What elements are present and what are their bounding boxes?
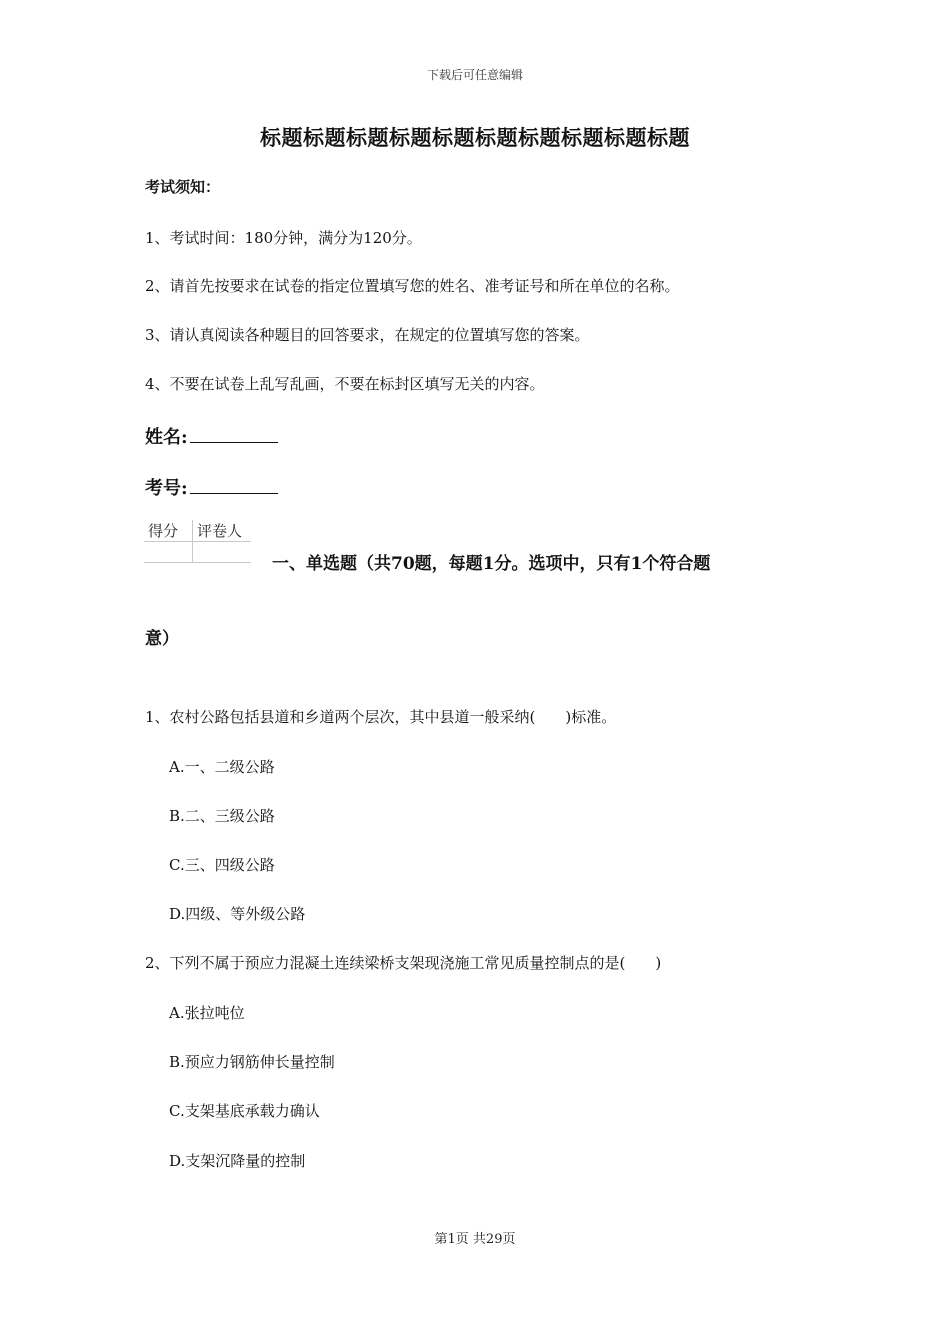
notice-heading: 考试须知： [145,178,221,196]
grader-cell[interactable] [193,542,252,563]
notice-rule-2: 2、请首先按要求在试卷的指定位置填写您的姓名、准考证号和所在单位的名称。 [145,277,680,295]
question-2-option-b: B.预应力钢筋伸长量控制 [169,1053,335,1071]
question-1-option-d: D.四级、等外级公路 [169,905,306,923]
exam-id-label: 考号: [145,478,188,499]
question-1-option-b: B.二、三级公路 [169,807,275,825]
page-header: 下载后可任意编辑 [426,68,523,82]
score-table [144,520,251,563]
name-label: 姓名: [145,427,188,448]
question-1-option-c: C.三、四级公路 [169,856,275,874]
question-2-option-a: A.张拉吨位 [169,1004,245,1022]
notice-rule-3: 3、请认真阅读各种题目的回答要求，在规定的位置填写您的答案。 [145,326,590,344]
question-2-option-c: C.支架基底承载力确认 [169,1102,320,1120]
notice-rule-1: 1、考试时间：180分钟，满分为120分。 [145,229,422,247]
exam-id-blank[interactable] [190,475,278,494]
score-cell[interactable] [144,542,193,563]
question-2: 2、下列不属于预应力混凝土连续梁桥支架现浇施工常见质量控制点的是( ) [145,954,662,972]
notice-rule-4: 4、不要在试卷上乱写乱画，不要在标封区填写无关的内容。 [145,375,545,393]
question-2-option-d: D.支架沉降量的控制 [169,1152,306,1170]
question-1: 1、农村公路包括县道和乡道两个层次，其中县道一般采纳( )标准。 [145,708,617,726]
name-blank[interactable] [190,424,278,443]
question-1-option-a: A.一、二级公路 [169,758,275,776]
section-heading: 一、单选题（共70题，每题1分。选项中，只有1个符合题 [272,554,711,574]
section-heading-cont: 意） [145,629,179,649]
exam-id-field [145,474,278,500]
score-header: 得分 [144,520,193,542]
page-footer: 第1页 共29页 [434,1232,516,1247]
document-title: 标题标题标题标题标题标题标题标题标题标题 [260,125,690,150]
name-field [145,423,278,449]
grader-header: 评卷人 [193,520,252,542]
